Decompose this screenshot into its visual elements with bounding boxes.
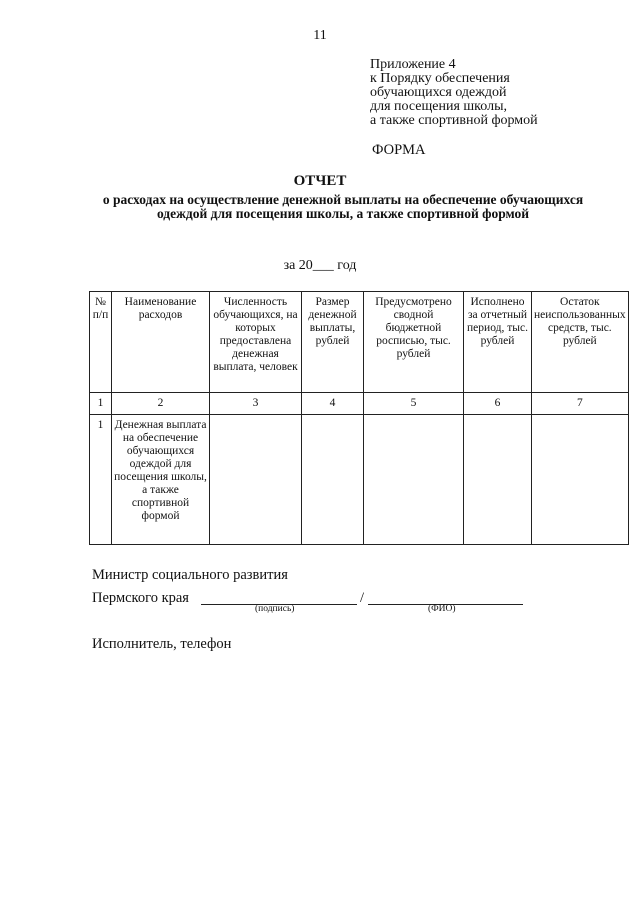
table-cell [302,415,364,545]
table-cell [364,415,464,545]
table-cell [210,415,302,545]
report-subtitle: о расходах на осуществление денежной выплаты на обеспечение обучающихся одеждой для посещения школы, а также спортивной формой [102,192,584,221]
header-remaining: Остаток неиспользованных средств, тыс. рублей [532,292,629,393]
table-header-row [90,292,629,393]
table-cell: 1 [90,415,112,545]
header-payment-size: Размер денежной выплаты, рублей [302,292,364,393]
column-number: 1 [90,393,112,415]
column-number: 5 [364,393,464,415]
header-expense-name: Наименование расходов [112,292,210,393]
appendix-block [370,58,620,128]
column-number: 2 [112,393,210,415]
appendix-line: Приложение 4 [370,57,456,72]
form-label: ФОРМА [372,142,426,158]
column-numbers-row [90,393,629,415]
header-budget-planned: Предусмотрено сводной бюджетной росписью, тыс. рублей [364,292,464,393]
appendix-line: а также спортивной формой [370,113,538,128]
executor-label: Исполнитель, телефон [92,636,232,652]
header-students-count: Численность обучающихся, на которых предоставлена денежная выплата, человек [210,292,302,393]
header-executed: Исполнено за отчетный период, тыс. рублей [464,292,532,393]
column-number: 3 [210,393,302,415]
column-number: 4 [302,393,364,415]
signatory-position: Министр социального развития [92,567,288,583]
appendix-line: к Порядку обеспечения [370,71,510,86]
report-period: за 20___ год [283,258,357,273]
table-cell: Денежная выплата на обеспечение обучающихся одеждой для посещения школы, а также спортивной формой [112,415,210,545]
report-title: ОТЧЕТ [293,173,347,189]
page-number: 11 [313,28,327,43]
table-cell [464,415,532,545]
appendix-line: для посещения школы, [370,99,507,114]
name-caption: (ФИО) [428,604,456,614]
signature-caption: (подпись) [255,604,295,614]
report-table [89,291,629,545]
column-number: 7 [532,393,629,415]
column-number: 6 [464,393,532,415]
table-row [90,415,629,545]
signatory-region: Пермского края [92,590,189,606]
signature-separator: / [360,590,365,606]
table-cell [532,415,629,545]
header-number: № п/п [90,292,112,393]
appendix-line: обучающихся одеждой [370,85,507,100]
